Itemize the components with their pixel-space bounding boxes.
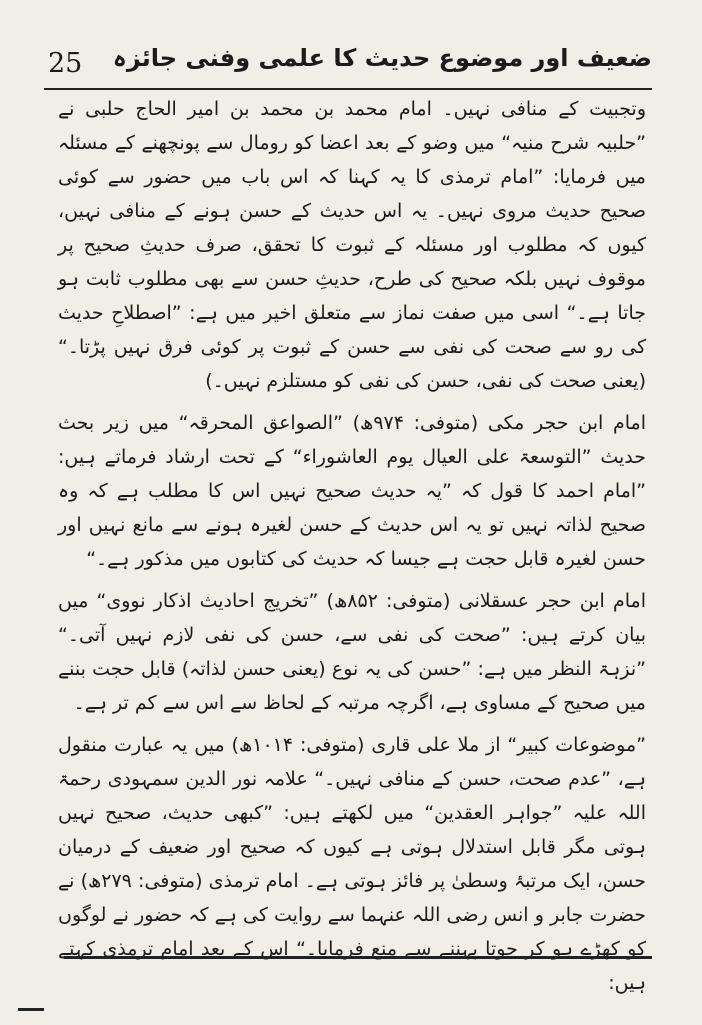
running-title: ضعیف اور موضوع حدیث کا علمی وفنی جائزہ xyxy=(112,44,652,72)
paragraph-ibn-hajar-makki: امام ابن حجر مکی (متوفی: ۹۷۴ھ) ”الصواعق المحرقہ“ میں زیر بحث حدیث ”التوسعۃ علی العیال یوم العاشوراء“ کے تحت ارشاد فرماتے ہیں: ”امام احمد کا قول کہ ”یہ حدیث صحیح نہیں اس کا مطلب ہے کہ وہ صحیح لذاتہ نہیں تو یہ اس حدیث کے حسن لغیرہ ہونے سے مانع نہیں اور حسن لغیرہ قابل حجت ہے جیسا کہ حدیث کی کتابوں میں مذکور ہے۔“ xyxy=(58,412,646,570)
paragraph-ibn-hajar-asqalani: امام ابن حجر عسقلانی (متوفی: ۸۵۲ھ) ”تخریج احادیث اذکار نووی“ میں بیان کرتے ہیں: ”صحت کی نفی سے، حسن کی نفی لازم نہیں آتی۔“ ”نزہۃ النظر میں ہے: ”حسن کی یہ نوع (یعنی حسن لذاتہ) قابل حجت بننے میں صحیح کے مساوی ہے، اگرچہ مرتبہ کے لحاظ سے اس سے کم تر ہے۔ xyxy=(58,590,646,714)
footer-rule xyxy=(64,956,652,959)
paragraph-mawduat-kabir: ”موضوعات کبیر“ از ملا علی قاری (متوفی: ۱۰۱۴ھ) میں یہ عبارت منقول ہے، ”عدم صحت، حسن کے منافی نہیں۔“ علامہ نور الدین سمہودی رحمۃ اللہ علیہ ”جواہر العقدین“ میں لکھتے ہیں: ”کبھی حدیث، صحیح نہیں ہوتی مگر قابل استدلال ہوتی ہے کیوں کہ صحیح اور ضعیف کے درمیان حسن، ایک مرتبۂ وسطیٰ پر فائز ہوتی ہے۔ امام ترمذی (متوفی: ۲۷۹ھ) نے حضرت جابر و انس رضی اللہ عنہما سے روایت کی ہے کہ حضور نے لوگوں کو کھڑے ہو کر جوتا پہننے سے منع فرمایا۔“ اس کے بعد امام ترمذی کہتے ہیں: xyxy=(58,734,646,994)
page-edge-mark xyxy=(18,1008,44,1011)
header-rule xyxy=(44,88,652,90)
body-text xyxy=(58,92,646,994)
paragraph-halbiya: وتجبیت کے منافی نہیں۔ امام محمد بن محمد بن امیر الحاج حلبی نے ”حلبیہ شرح منیہ“ میں وضو کے بعد اعضا کو رومال سے پونچھنے کے مسئلہ میں فرمایا: ”امام ترمذی کا یہ کہنا کہ اس باب میں حضور سے کوئی صحیح حدیث مروی نہیں۔ یہ اس حدیث کے حسن ہونے کے منافی نہیں، کیوں کہ مطلوب اور مسئلہ کے ثبوت کا تحقق، صرف حدیثِ صحیح پر موقوف نہیں بلکہ صحیح کی طرح، حدیثِ حسن سے بھی مطلوب ثابت ہو جاتا ہے۔“ اسی میں صفت نماز سے متعلق اخیر میں ہے: ”اصطلاحِ حدیث کی رو سے صحت کی نفی سے حسن کے ثبوت پر کوئی فرق نہیں پڑتا۔“ (یعنی صحت کی نفی، حسن کی نفی کو مستلزم نہیں۔) xyxy=(58,98,646,392)
page-number: 25 xyxy=(48,48,83,79)
page-header xyxy=(44,40,652,84)
